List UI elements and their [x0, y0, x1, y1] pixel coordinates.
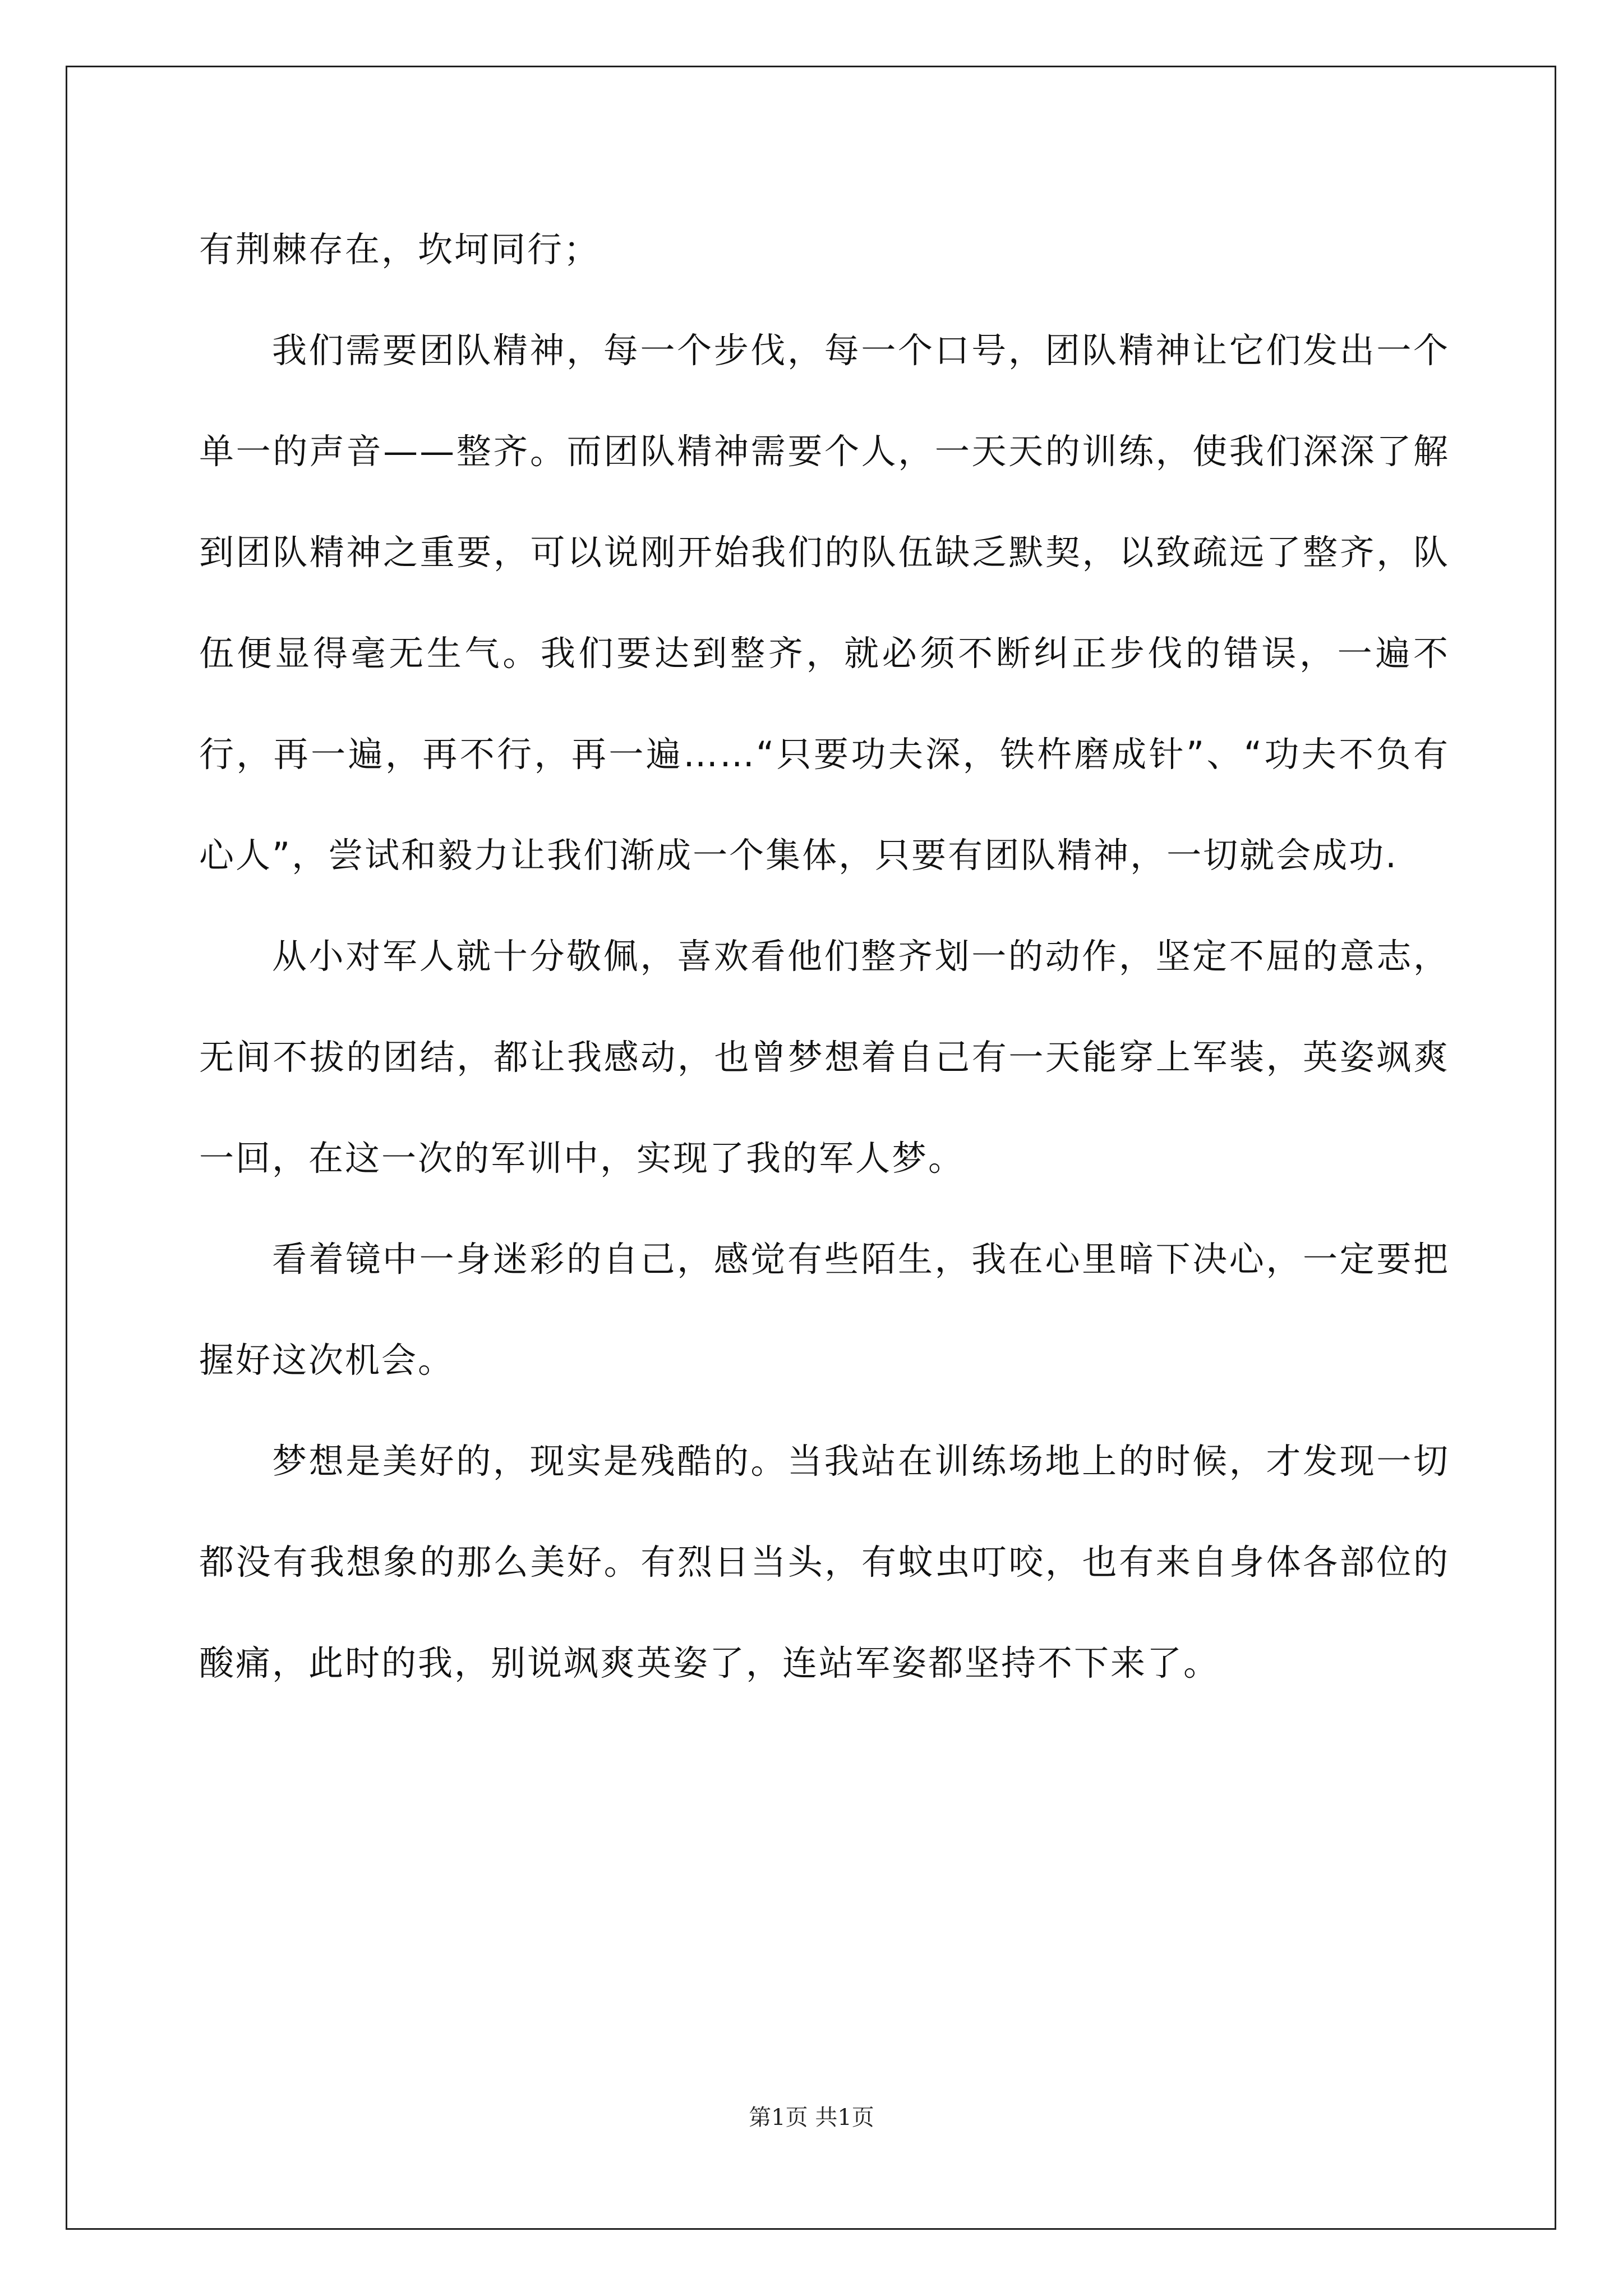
document-body — [199, 199, 1450, 1714]
paragraph-3: 从小对军人就十分敬佩，喜欢看他们整齐划一的动作，坚定不屈的意志，无间不拔的团结，都让我感动，也曾梦想着自己有一天能穿上军装，英姿飒爽一回，在这一次的军训中，实现了我的军人梦。 — [199, 936, 1450, 1179]
paragraph-4: 看着镜中一身迷彩的自己，感觉有些陌生，我在心里暗下决心，一定要把握好这次机会。 — [199, 1239, 1450, 1381]
paragraph-1: 有荆棘存在，坎坷同行； — [199, 229, 601, 270]
page-number-footer: 第1页 共1页 — [749, 2105, 874, 2131]
paragraph-5: 梦想是美好的，现实是残酷的。当我站在训练场地上的时候，才发现一切都没有我想象的那么美好。有烈日当头，有蚊虫叮咬，也有来自身体各部位的酸痛，此时的我，别说飒爽英姿了，连站军姿都坚持不下来了。 — [199, 1441, 1450, 1683]
paragraph-2: 我们需要团队精神，每一个步伐，每一个口号，团队精神让它们发出一个单一的声音——整齐。而团队精神需要个人，一天天的训练，使我们深深了解到团队精神之重要，可以说刚开始我们的队伍缺乏默契，以致疏远了整齐，队伍便显得毫无生气。我们要达到整齐，就必须不断纠正步伐的错误，一遍不行，再一遍，再不行，再一遍……“只要功夫深，铁杵磨成针”、“功夫不负有心人”，尝试和毅力让我们渐成一个集体，只要有团队精神，一切就会成功. — [199, 330, 1450, 876]
